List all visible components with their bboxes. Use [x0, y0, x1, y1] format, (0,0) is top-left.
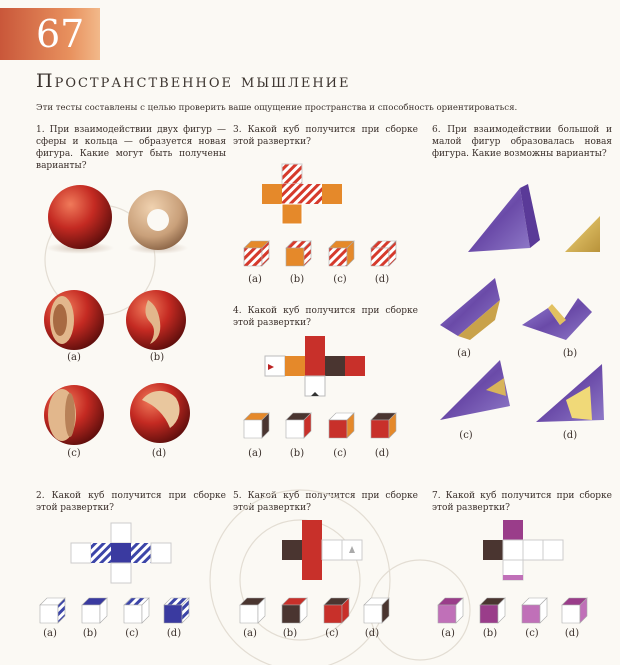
q7-cube-b[interactable] — [480, 598, 505, 623]
q4-cube-c[interactable] — [329, 413, 354, 438]
q7-option-c[interactable]: (c) — [525, 628, 539, 639]
q7-option-d[interactable]: (d) — [564, 628, 580, 639]
question-5: 5. Какой куб получится при сборке этой развертки? — [233, 491, 418, 513]
q4-option-a[interactable]: (a) — [248, 448, 262, 459]
q1-option-a[interactable]: (a) — [67, 352, 81, 363]
question-6: 6. При взаимодействии большой и малой фигур образовалась новая фигура. Какие возможны варианты? — [432, 125, 612, 159]
q7-option-b[interactable]: (b) — [482, 628, 498, 639]
q1-option-c[interactable]: (c) — [67, 448, 81, 459]
q5-cube-a[interactable] — [240, 598, 265, 623]
q6-option-d[interactable]: (d) — [562, 430, 578, 441]
q4-cube-a[interactable] — [244, 413, 269, 438]
q4-cube-d[interactable] — [371, 413, 396, 438]
q4-option-d[interactable]: (d) — [374, 448, 390, 459]
q6-option-a[interactable]: (a) — [457, 348, 471, 359]
page-number: 67 — [0, 8, 100, 60]
q4-option-b[interactable]: (b) — [289, 448, 305, 459]
page-title: Пространственное мышление — [36, 70, 351, 92]
q2-cube-c[interactable] — [124, 598, 149, 623]
q2-cube-d[interactable] — [164, 598, 189, 623]
q3-option-a[interactable]: (a) — [248, 274, 262, 285]
q4-cube-b[interactable] — [286, 413, 311, 438]
question-3: 3. Какой куб получится при сборке этой развертки? — [233, 125, 418, 147]
q3-cube-c[interactable] — [329, 241, 354, 266]
q2-option-b[interactable]: (b) — [82, 628, 98, 639]
q5-option-d[interactable]: (d) — [364, 628, 380, 639]
q2-cube-a[interactable] — [40, 598, 65, 623]
q3-cube-b[interactable] — [286, 241, 311, 266]
q6-option-b[interactable]: (b) — [562, 348, 578, 359]
q2-option-a[interactable]: (a) — [43, 628, 57, 639]
question-2: 2. Какой куб получится при сборке этой развертки? — [36, 491, 226, 513]
q5-cube-c[interactable] — [324, 598, 349, 623]
q7-option-a[interactable]: (a) — [441, 628, 455, 639]
q1-option-d[interactable]: (d) — [151, 448, 167, 459]
question-7: 7. Какой куб получится при сборке этой развертки? — [432, 491, 612, 513]
q4-option-c[interactable]: (c) — [333, 448, 347, 459]
q3-cube-d[interactable] — [371, 241, 396, 266]
q5-option-a[interactable]: (a) — [243, 628, 257, 639]
q5-cube-d[interactable] — [364, 598, 389, 623]
q7-cube-c[interactable] — [522, 598, 547, 623]
intro-text: Эти тесты составлены с целью проверить ваше ощущение пространства и способность ориентироваться. — [36, 103, 518, 113]
q5-cube-b[interactable] — [282, 598, 307, 623]
q3-option-d[interactable]: (d) — [374, 274, 390, 285]
q2-option-d[interactable]: (d) — [166, 628, 182, 639]
q2-cube-b[interactable] — [82, 598, 107, 623]
q3-cube-a[interactable] — [244, 241, 269, 266]
question-1: 1. При взаимодействии двух фигур — сферы и кольца — образуется новая фигура. Какие могут быть получены варианты? — [36, 125, 226, 171]
q3-option-c[interactable]: (c) — [333, 274, 347, 285]
question-4: 4. Какой куб получится при сборке этой развертки? — [233, 306, 418, 328]
q6-option-c[interactable]: (c) — [459, 430, 473, 441]
q2-option-c[interactable]: (c) — [125, 628, 139, 639]
q7-cube-a[interactable] — [438, 598, 463, 623]
q5-option-b[interactable]: (b) — [282, 628, 298, 639]
q5-option-c[interactable]: (c) — [325, 628, 339, 639]
q1-option-b[interactable]: (b) — [149, 352, 165, 363]
q3-option-b[interactable]: (b) — [289, 274, 305, 285]
q7-cube-d[interactable] — [562, 598, 587, 623]
